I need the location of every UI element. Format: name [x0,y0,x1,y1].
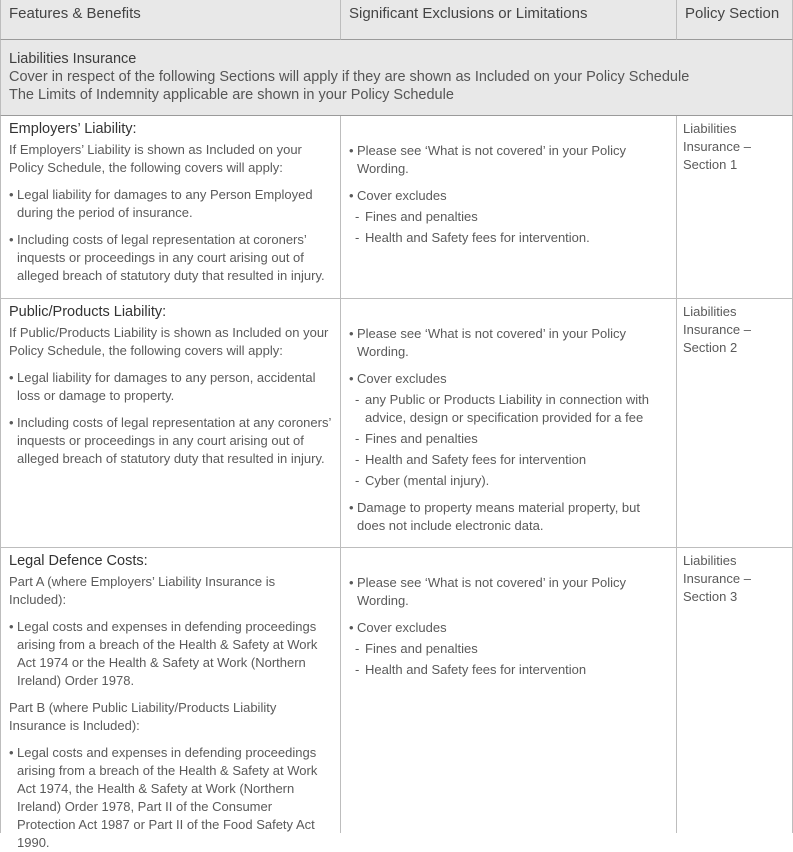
legal-defence-costs-exclusions [341,548,677,833]
legal-defence-costs-features [0,548,341,850]
section-intro: If Employers’ Liability is shown as Included on your Policy Schedule, the following covers will apply: [9,142,302,175]
employers-liability-exclusions [341,116,677,299]
exclusion-item: - Health and Safety fees for intervention [349,451,668,469]
exclusion-see-wording: • Please see ‘What is not covered’ in your Policy Wording. [349,574,668,610]
benefit-bullet: • Including costs of legal representation at coroners’ inquests or proceedings in any court arising out of alleged breach of statutory duty that resulted in injury. [9,231,332,285]
benefit-bullet: • Including costs of legal representation at any coroners’ inquests or proceedings in any court arising out of alleged breach of statutory duty that resulted in injury. [9,414,332,468]
exclusion-item: - Health and Safety fees for intervention [349,661,668,679]
policy-section-label: Liabilities Insurance – Section 3 [683,553,751,604]
exclusion-see-wording: • Please see ‘What is not covered’ in your Policy Wording. [349,325,668,361]
section-title: Employers’ Liability: [9,121,137,137]
exclusion-see-wording: • Please see ‘What is not covered’ in your Policy Wording. [349,142,668,178]
employers-liability-features [0,116,341,299]
legal-defence-costs-policy-section [677,548,793,833]
header-features [0,0,341,40]
section-title: Legal Defence Costs: [9,553,148,569]
exclusion-note: • Damage to property means material property, but does not include electronic data. [349,499,668,535]
benefit-bullet: • Legal costs and expenses in defending proceedings arising from a breach of the Health & Safety at Work Act 1974 or the Health & Safety at Work (Northern Ireland) Order 1978. [9,618,332,690]
exclusion-item: - any Public or Products Liability in connection with advice, design or specification provided for a fee [349,391,668,427]
band-line-2: The Limits of Indemnity applicable are shown in your Policy Schedule [9,87,454,103]
exclusion-item: - Health and Safety fees for intervention. [349,229,668,247]
exclusion-item: - Cyber (mental injury). [349,472,668,490]
policy-section-label: Liabilities Insurance – Section 1 [683,121,751,172]
section-title: Public/Products Liability: [9,304,167,320]
part-a-intro: Part A (where Employers’ Liability Insurance is Included): [9,574,276,607]
benefit-bullet: • Legal liability for damages to any Person Employed during the period of insurance. [9,186,332,222]
employers-liability-policy-section [677,116,793,299]
public-products-liability-policy-section [677,299,793,548]
benefit-bullet: • Legal costs and expenses in defending proceedings arising from a breach of the Health & Safety at Work Act 1974, the Health & Safety at Work (Northern Ireland) Order 1978, Part II of the Consumer Protection Act 1987 or Part II of the Food Safety Act 1990. [9,744,332,852]
header-exclusions-label: Significant Exclusions or Limitations [349,5,588,22]
public-products-liability-exclusions [341,299,677,548]
exclusion-label: • Cover excludes [349,619,668,637]
header-features-label: Features & Benefits [9,5,141,22]
exclusion-label: • Cover excludes [349,187,668,205]
band-line-1: Cover in respect of the following Sections will apply if they are shown as Included on your Policy Schedule [9,69,690,85]
header-policy-section-label: Policy Section [685,5,780,22]
exclusion-item: - Fines and penalties [349,430,668,448]
part-b-intro: Part B (where Public Liability/Products Liability Insurance is Included): [9,700,277,733]
policy-section-label: Liabilities Insurance – Section 2 [683,304,751,355]
band-title: Liabilities Insurance [9,51,137,67]
exclusion-label: • Cover excludes [349,370,668,388]
section-intro: If Public/Products Liability is shown as Included on your Policy Schedule, the following covers will apply: [9,325,329,358]
liabilities-insurance-band [0,40,793,116]
header-exclusions [341,0,677,40]
exclusion-item: - Fines and penalties [349,208,668,226]
exclusion-item: - Fines and penalties [349,640,668,658]
benefit-bullet: • Legal liability for damages to any person, accidental loss or damage to property. [9,369,332,405]
header-policy-section [677,0,793,40]
public-products-liability-features [0,299,341,548]
